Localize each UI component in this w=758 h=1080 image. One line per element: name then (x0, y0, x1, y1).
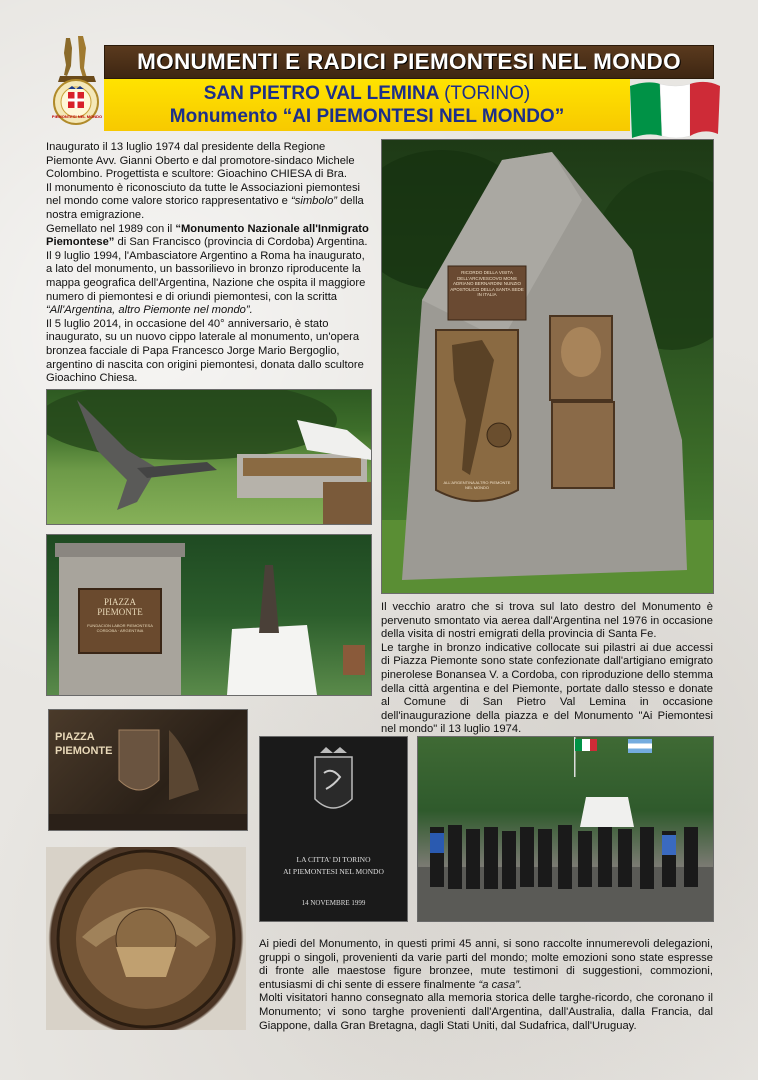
middle-text (381, 601, 713, 737)
middle-paragraph-1: Il vecchio aratro che si trova sul lato destro del Monumento è pervenuto smontato via aerea dall'Argentina nel 1976 in occasione della visita di nostri emigrati della provincia di Santa Fe. (381, 601, 713, 641)
subtitle-bar (104, 79, 630, 131)
bottom-paragraph-1: Ai piedi del Monumento, in questi primi 45 anni, si sono raccolte innumerevoli delegazioni, gruppi o singoli, provenienti da varie parti del mondo; molte emozioni sono state espresse di fronte alle maestose figure bronzee, mute testimoni di suggestioni, commozioni, entusiasmi di chi sente di essere finalmente “a casa”. (259, 938, 713, 991)
torino-plaque-line-3: 14 NOVEMBRE 1999 (301, 899, 366, 907)
page-title-bar (104, 45, 714, 79)
monument-photo (381, 139, 714, 594)
plow-photo (46, 389, 372, 525)
intro-paragraph-4: Il 9 luglio 1994, l'Ambasciatore Argentino a Roma ha inaugurato, a lato del monumento, un bassorilievo in bronzo riproducente la mappa geografica dell'Argentina, Nazione che ospita il maggiore numero di piemontesi e di oriundi piemontesi, con la scritta “All'Argentina, altro Piemonte nel mondo”. (46, 249, 366, 317)
subtitle-monument: Monumento “AI PIEMONTESI NEL MONDO” (169, 106, 565, 127)
piazza-sign-subtext: FUNDACION LABOR PIEMONTESA CORDOBA · ARGENTINA (87, 623, 153, 633)
piazza-piemonte-photo (46, 534, 372, 696)
bottom-text (259, 938, 713, 1033)
page-title: MONUMENTI E RADICI PIEMONTESI NEL MONDO (137, 49, 681, 74)
subtitle-place (204, 82, 531, 105)
logo-piemontesi-nel-mondo (48, 34, 106, 126)
torino-plaque-line-2: AI PIEMONTESI NEL MONDO (283, 867, 384, 876)
bronze-plaque-piazza-piemonte (48, 709, 248, 831)
main-map-caption: ALL'ARGENTINA ALTRO PIEMONTE NEL MONDO (443, 480, 511, 490)
intro-paragraph-5: Il 5 luglio 2014, in occasione del 40° anniversario, è stato inaugurato, su un nuovo cippo laterale al monumento, un'opera bronzea facciale di Papa Francesco Jorge Mario Bergoglio, argentino di nascita con origini piemontesi, donata dallo scultore Gioachino Chiesa. (46, 317, 364, 385)
intro-paragraph-3: Gemellato nel 1989 con il “Monumento Nazionale all'Inmigrato Piemontese” di San Francisco (provincia di Cordoba) Argentina. (46, 222, 369, 249)
torino-plaque (259, 736, 408, 922)
main-plaque-top-text: RICORDO DELLA VISITA DELL'ARCIVESCOVO MONS ADRIANO BERNARDINI NUNZIO APOSTOLICO DELLA SANTA SEDE IN ITALIA (450, 270, 524, 297)
bottom-paragraph-2: Molti visitatori hanno consegnato alla memoria storica delle targhe-ricordo, che coronano il Monumento; vi sono targhe provenienti dall'Argentina, dall'Australia, dalla Francia, dal Giappone, dalla Gran Bretagna, dagli Stati Uniti, dal Sudafrica, dall'Uruguay. (259, 992, 713, 1032)
subtitle-place-name: SAN PIETRO VAL LEMINA (203, 83, 439, 104)
logo-text: PIEMONTESI NEL MONDO (51, 114, 103, 119)
subtitle-province: (TORINO) (444, 83, 531, 104)
middle-paragraph-2: Le targhe in bronzo indicative collocate sui pilastri ai due accessi di Piazza Piemonte sono state confezionate dall'artigiano emigrato pinerolese Bonansea V. a Cordoba, con riproduzione dello stemma della città argentina e del Piemonte, portate dallo stesso e donate al Comune di San Pietro Val Lemina in occasione dell'inaugurazione della piazza e del Monumento "Ai Piemontesi nel mondo" il 13 luglio 1974. (381, 641, 713, 736)
piazza-sign-text: PIAZZA PIEMONTE (97, 597, 143, 617)
intro-text (46, 141, 372, 386)
italian-flag-icon (628, 76, 722, 142)
bronze-medal-photo (46, 847, 246, 1030)
intro-paragraph-2: Il monumento è riconosciuto da tutte le Associazioni piemontesi nel mondo come valore storico rappresentativo e “simbolo” della nostra emigrazione. (46, 181, 364, 221)
delegation-crowd-photo (417, 736, 714, 922)
torino-plaque-line-1: LA CITTA' DI TORINO (296, 855, 371, 864)
intro-paragraph-1: Inaugurato il 13 luglio 1974 dal presidente della Regione Piemonte Avv. Gianni Oberto e dal promotore-sindaco Michele Colombino. Progettista e scultore: Gioachino CHIESA di Bra. (46, 141, 355, 181)
bronze-plaque-text: PIAZZA PIEMONTE (55, 731, 113, 757)
